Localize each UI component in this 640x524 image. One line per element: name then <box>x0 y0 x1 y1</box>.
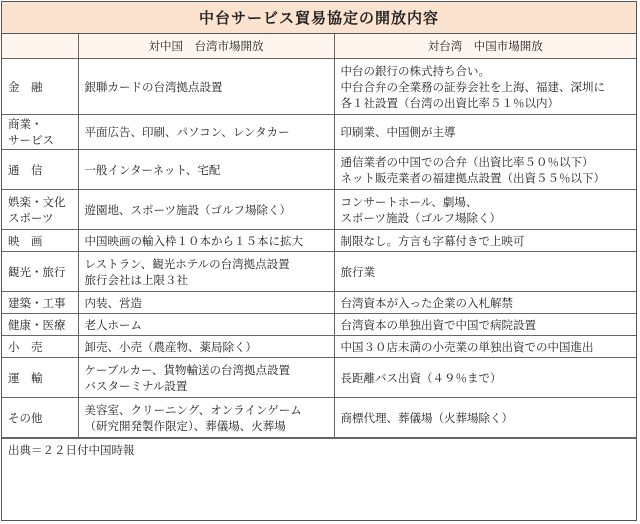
taiwan-opening-cell-line: 中国映画の輸入枠１０本から１５本に拡大 <box>84 233 303 248</box>
header-taiwan-opening: 対中国 台湾市場開放 <box>78 34 334 59</box>
table-row <box>2 150 636 190</box>
china-opening-cell-line: 印刷業、中国側が主導 <box>340 125 456 139</box>
taiwan-opening-cell-line: ケーブルカー、貨物輸送の台湾拠点設置 <box>84 362 291 377</box>
taiwan-opening-cell <box>78 59 334 115</box>
table-row <box>2 190 636 230</box>
taiwan-opening-cell <box>78 358 334 398</box>
taiwan-opening-cell <box>78 292 334 314</box>
category-cell <box>2 150 78 190</box>
china-opening-cell-line: 中台の銀行の株式持ち合い。 <box>340 63 490 78</box>
category-cell <box>2 115 78 150</box>
china-opening-cell-line: 長距離バス出資（４９％まで） <box>340 370 502 385</box>
source-note: 出典＝２２日付中国時報 <box>2 438 636 460</box>
taiwan-opening-cell-line: 美容室、クリーニング、オンラインゲーム <box>84 402 302 417</box>
china-opening-cell <box>334 230 636 252</box>
table-row <box>2 358 636 398</box>
taiwan-opening-cell <box>78 336 334 358</box>
china-opening-cell <box>334 150 636 190</box>
china-opening-cell-line: 台湾資本が入った企業の入札解禁 <box>340 295 513 310</box>
category-cell-line: スポーツ <box>8 210 54 225</box>
category-cell <box>2 252 78 292</box>
table-row <box>2 314 636 336</box>
table-row <box>2 398 636 438</box>
taiwan-opening-cell <box>78 314 334 336</box>
china-opening-cell <box>334 252 636 292</box>
header-category <box>2 34 78 59</box>
china-opening-cell-line: 商標代理、葬儀場（火葬場除く） <box>340 410 513 425</box>
china-opening-cell-line: 各１社設置（台湾の出資比率５１％以内） <box>340 95 559 110</box>
taiwan-opening-cell <box>78 252 334 292</box>
category-cell <box>2 230 78 252</box>
category-cell <box>2 59 78 115</box>
table-row <box>2 115 636 150</box>
china-opening-cell-line: 中台合弁の全業務の証券会社を上海、福建、深圳に <box>340 79 605 94</box>
agreement-table <box>2 34 636 438</box>
category-cell-line: 建築・工事 <box>8 295 66 310</box>
china-opening-cell <box>334 336 636 358</box>
china-opening-cell <box>334 314 636 336</box>
china-opening-cell-line: 通信業者の中国での合弁（出資比率５０％以下） <box>340 154 594 169</box>
category-cell-line: 金 融 <box>8 79 43 94</box>
taiwan-opening-cell <box>78 190 334 230</box>
taiwan-opening-cell-line: 旅行会社は上限３社 <box>84 272 188 287</box>
category-cell-line: 映 画 <box>8 233 43 248</box>
table-row <box>2 292 636 314</box>
category-cell-line: 娯楽・文化 <box>8 194 66 209</box>
category-cell <box>2 292 78 314</box>
table-row <box>2 230 636 252</box>
category-cell <box>2 358 78 398</box>
taiwan-opening-cell-line: 卸売、小売（農産物、薬局除く） <box>84 339 257 354</box>
category-cell-line: 観光・旅行 <box>8 264 66 279</box>
taiwan-opening-cell <box>78 230 334 252</box>
taiwan-opening-cell <box>78 150 334 190</box>
table-title: 中台サービス貿易協定の開放内容 <box>2 2 636 34</box>
agreement-table-frame <box>1 1 637 521</box>
taiwan-opening-cell-line: レストラン、観光ホテルの台湾拠点設置 <box>84 256 290 271</box>
category-cell-line: 健康・医療 <box>8 317 66 332</box>
table-row <box>2 59 636 115</box>
category-cell-line: 運 輸 <box>8 370 43 385</box>
china-opening-cell <box>334 59 636 115</box>
taiwan-opening-cell-line: 内装、営造 <box>84 295 142 310</box>
table-row <box>2 336 636 358</box>
taiwan-opening-cell-line: 平面広告、印刷、パソコン、レンタカー <box>84 125 290 139</box>
china-opening-cell <box>334 358 636 398</box>
china-opening-cell <box>334 190 636 230</box>
taiwan-opening-cell-line: （研究開発製作限定）、葬儀場、火葬場 <box>84 418 286 433</box>
china-opening-cell-line: 旅行業 <box>340 264 375 279</box>
china-opening-cell-line: 台湾資本の単独出資で中国で病院設置 <box>340 317 536 332</box>
taiwan-opening-cell <box>78 115 334 150</box>
china-opening-cell-line: コンサートホール、劇場、 <box>340 194 478 209</box>
category-cell <box>2 398 78 438</box>
category-cell-line: 小 売 <box>8 339 43 354</box>
taiwan-opening-cell-line: バスターミナル設置 <box>84 378 188 393</box>
category-cell <box>2 190 78 230</box>
taiwan-opening-cell-line: 一般インターネット、宅配 <box>84 162 221 177</box>
china-opening-cell-line: ネット販売業者の福建拠点設置（出資５５％以下） <box>340 170 605 185</box>
china-opening-cell-line: 制限なし。方言も字幕付きで上映可 <box>340 233 525 248</box>
taiwan-opening-cell-line: 銀聯カードの台湾拠点設置 <box>84 79 223 94</box>
china-opening-cell <box>334 292 636 314</box>
china-opening-cell <box>334 398 636 438</box>
china-opening-cell-line: スポーツ施設（ゴルフ場除く） <box>340 210 502 225</box>
header-row <box>2 34 636 59</box>
header-china-opening: 対台湾 中国市場開放 <box>334 34 636 59</box>
china-opening-cell-line: 中国３０店未満の小売業の単独出資での中国進出 <box>340 339 594 354</box>
taiwan-opening-cell <box>78 398 334 438</box>
taiwan-opening-cell-line: 遊園地、スポーツ施設（ゴルフ場除く） <box>84 202 292 217</box>
category-cell-line: その他 <box>8 410 43 425</box>
category-cell-line: 通 信 <box>8 162 43 177</box>
category-cell <box>2 314 78 336</box>
china-opening-cell <box>334 115 636 150</box>
table-row <box>2 252 636 292</box>
category-cell <box>2 336 78 358</box>
category-cell-line: 商業・ <box>8 117 43 131</box>
taiwan-opening-cell-line: 老人ホーム <box>84 317 142 332</box>
category-cell-line: サービス <box>8 133 54 147</box>
